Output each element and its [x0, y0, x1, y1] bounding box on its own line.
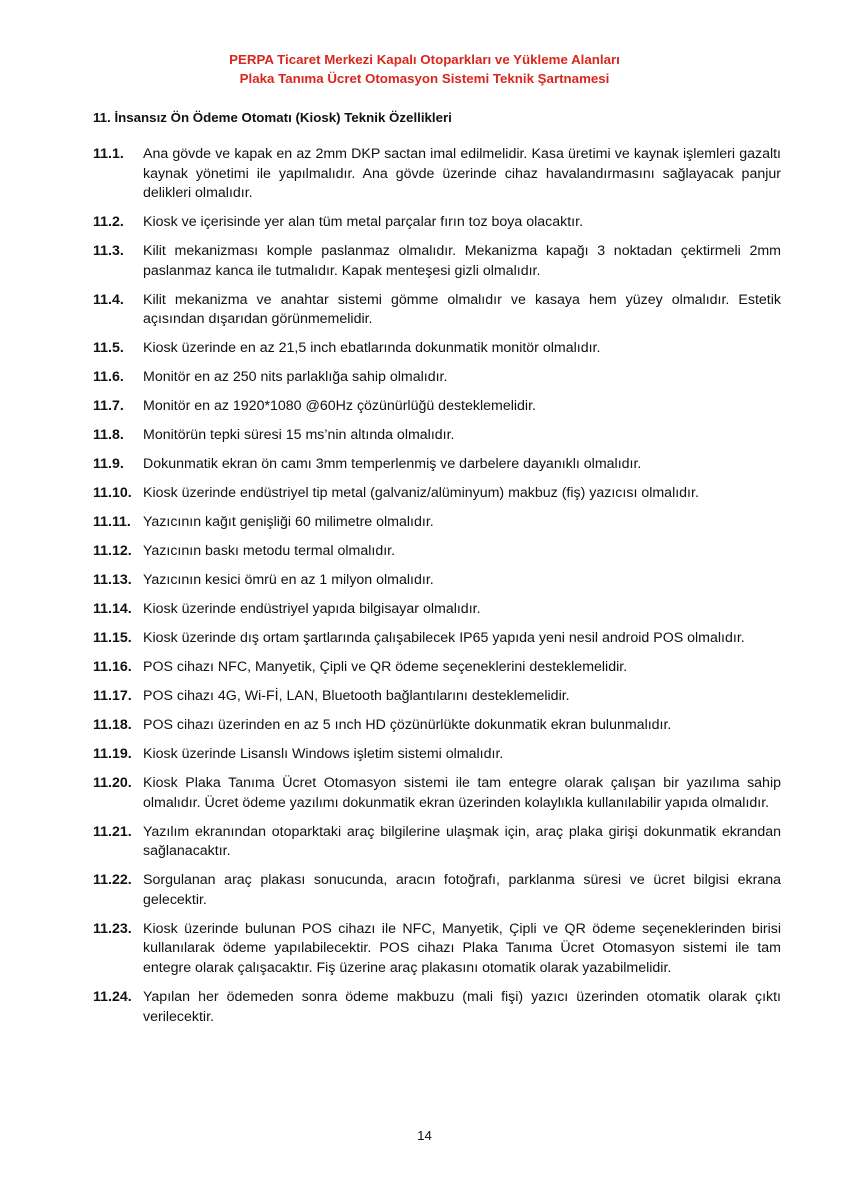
spec-item-text: Kiosk üzerinde Lisanslı Windows işletim sistemi olmalıdır. [143, 746, 504, 763]
spec-item-number: 11.11. [93, 514, 131, 531]
spec-item-text: Monitör en az 1920*1080 @60Hz çözünürlüğü desteklemelidir. [143, 398, 536, 415]
spec-item [93, 629, 781, 649]
spec-item [93, 871, 781, 910]
spec-item-text: Yazıcının baskı metodu termal olmalıdır. [143, 543, 396, 560]
spec-item-text: Monitörün tepki süresi 15 ms’nin altında olmalıdır. [143, 427, 455, 444]
spec-item-text: Kiosk ve içerisinde yer alan tüm metal parçalar fırın toz boya olacaktır. [143, 214, 584, 231]
spec-item [93, 716, 781, 736]
spec-item [93, 920, 781, 979]
spec-item [93, 484, 781, 504]
document-header [0, 50, 849, 88]
spec-item [93, 774, 781, 813]
spec-item-number: 11.13. [93, 572, 132, 589]
spec-item-text: Monitör en az 250 nits parlaklığa sahip olmalıdır. [143, 369, 448, 386]
spec-item-text: Kiosk üzerinde en az 21,5 inch ebatlarında dokunmatik monitör olmalıdır. [143, 340, 601, 357]
spec-item-number: 11.24. [93, 988, 132, 1005]
spec-item-number: 11.9. [93, 456, 124, 473]
section-title: 11. İnsansız Ön Ödeme Otomatı (Kiosk) Teknik Özellikleri [93, 110, 452, 125]
spec-item-number: 11.21. [93, 823, 132, 840]
spec-item-number: 11.22. [93, 872, 132, 889]
spec-item-text: Yapılan her ödemeden sonra ödeme makbuzu (mali fişi) yazıcı üzerinden otomatik olarak çıktı verilecektir. [143, 988, 781, 1025]
spec-item-list [93, 145, 781, 1037]
spec-item-number: 11.20. [93, 775, 132, 792]
spec-item [93, 368, 781, 388]
spec-item-number: 11.16. [93, 659, 132, 676]
spec-item-number: 11.18. [93, 717, 132, 734]
spec-item-text: Kiosk üzerinde endüstriyel yapıda bilgisayar olmalıdır. [143, 601, 481, 618]
spec-item-number: 11.14. [93, 601, 132, 618]
spec-item-number: 11.5. [93, 340, 124, 357]
spec-item [93, 513, 781, 533]
header-title-line-1: PERPA Ticaret Merkezi Kapalı Otoparkları ve Yükleme Alanları [229, 52, 620, 67]
spec-item-text: Sorgulanan araç plakası sonucunda, aracın fotoğrafı, parklanma süresi ve ücret bilgisi ekrana gelecektir. [143, 872, 781, 908]
spec-item-number: 11.8. [93, 427, 124, 444]
spec-item-number: 11.19. [93, 746, 132, 763]
header-title-line-2: Plaka Tanıma Ücret Otomasyon Sistemi Teknik Şartnamesi [239, 71, 610, 86]
spec-item-text: Kilit mekanizma ve anahtar sistemi gömme olmalıdır ve kasaya hem yüzey olmalıdır. Estetik açısından dışarıdan görünmemelidir. [143, 291, 781, 328]
spec-item-text: Yazılım ekranından otoparktaki araç bilgilerine ulaşmak için, araç plaka girişi dokunmatik ekrandan sağlanacaktır. [143, 823, 781, 860]
spec-item [93, 687, 781, 707]
spec-item [93, 571, 781, 591]
spec-item-text: Kilit mekanizması komple paslanmaz olmalıdır. Mekanizma kapağı 3 noktadan çektirmeli 2mm paslanmaz kanca ile tutmalıdır. Kapak menteşesi gizli olmalıdır. [143, 243, 781, 279]
spec-item-number: 11.2. [93, 214, 124, 231]
spec-item-number: 11.17. [93, 688, 132, 705]
spec-item [93, 426, 781, 446]
spec-item-text: Kiosk Plaka Tanıma Ücret Otomasyon sistemi ile tam entegre olarak çalışan bir yazılıma sahip olmalıdır. Ücret ödeme yazılımı dokunmatik ekran üzerinden kolaylıkla kullanılabilir yapıda olmalıdır. [143, 775, 781, 811]
spec-item-number: 11.6. [93, 369, 124, 386]
spec-item-text: POS cihazı NFC, Manyetik, Çipli ve QR ödeme seçeneklerini desteklemelidir. [143, 659, 628, 676]
spec-item [93, 213, 781, 233]
spec-item-text: Kiosk üzerinde bulunan POS cihazı ile NFC, Manyetik, Çipli ve QR ödeme seçeneklerinden birisi kullanılarak ödeme yapılabilecektir. POS cihazı Plaka Tanıma Ücret Otomasyon sistemi ile tam entegre olarak çalışacaktır. Fiş üzerine araç plakasını otomatik olarak yazabilmelidir. [143, 920, 781, 976]
spec-item-text: Ana gövde ve kapak en az 2mm DKP sactan imal edilmelidir. Kasa üretimi ve kaynak işlemleri gazaltı kaynak yönetimi ile yapılmalıdır. Ana gövde üzerinde cihaz havalandırmasını sağlayacak panjur delikleri olmalıdır. [143, 146, 781, 202]
page-number: 14 [417, 1128, 432, 1143]
spec-item [93, 242, 781, 281]
spec-item [93, 542, 781, 562]
spec-item [93, 291, 781, 330]
spec-item [93, 455, 781, 475]
spec-item [93, 745, 781, 765]
spec-item-text: POS cihazı üzerinden en az 5 ınch HD çözünürlükte dokunmatik ekran bulunmalıdır. [143, 717, 672, 734]
spec-item [93, 658, 781, 678]
spec-item [93, 339, 781, 359]
spec-item-text: Dokunmatik ekran ön camı 3mm temperlenmiş ve darbelere dayanıklı olmalıdır. [143, 456, 642, 473]
spec-item [93, 397, 781, 417]
spec-item [93, 823, 781, 862]
spec-item [93, 988, 781, 1027]
spec-item-number: 11.1. [93, 146, 124, 162]
spec-item-text: Kiosk üzerinde endüstriyel tip metal (galvaniz/alüminyum) makbuz (fiş) yazıcısı olmalıdır. [143, 485, 699, 502]
spec-item-number: 11.4. [93, 291, 124, 308]
spec-item-number: 11.10. [93, 485, 132, 502]
spec-item-text: POS cihazı 4G, Wi-Fİ, LAN, Bluetooth bağlantılarını desteklemelidir. [143, 688, 570, 705]
spec-item-number: 11.3. [93, 243, 124, 260]
spec-item [93, 145, 781, 204]
spec-item-number: 11.7. [93, 398, 124, 415]
spec-item-number: 11.15. [93, 630, 132, 647]
spec-item-number: 11.12. [93, 543, 132, 560]
spec-item-text: Yazıcının kesici ömrü en az 1 milyon olmalıdır. [143, 572, 434, 589]
spec-item-text: Kiosk üzerinde dış ortam şartlarında çalışabilecek IP65 yapıda yeni nesil android POS olmalıdır. [143, 630, 745, 647]
spec-item [93, 600, 781, 620]
spec-item-text: Yazıcının kağıt genişliği 60 milimetre olmalıdır. [143, 514, 434, 531]
spec-item-number: 11.23. [93, 920, 132, 937]
